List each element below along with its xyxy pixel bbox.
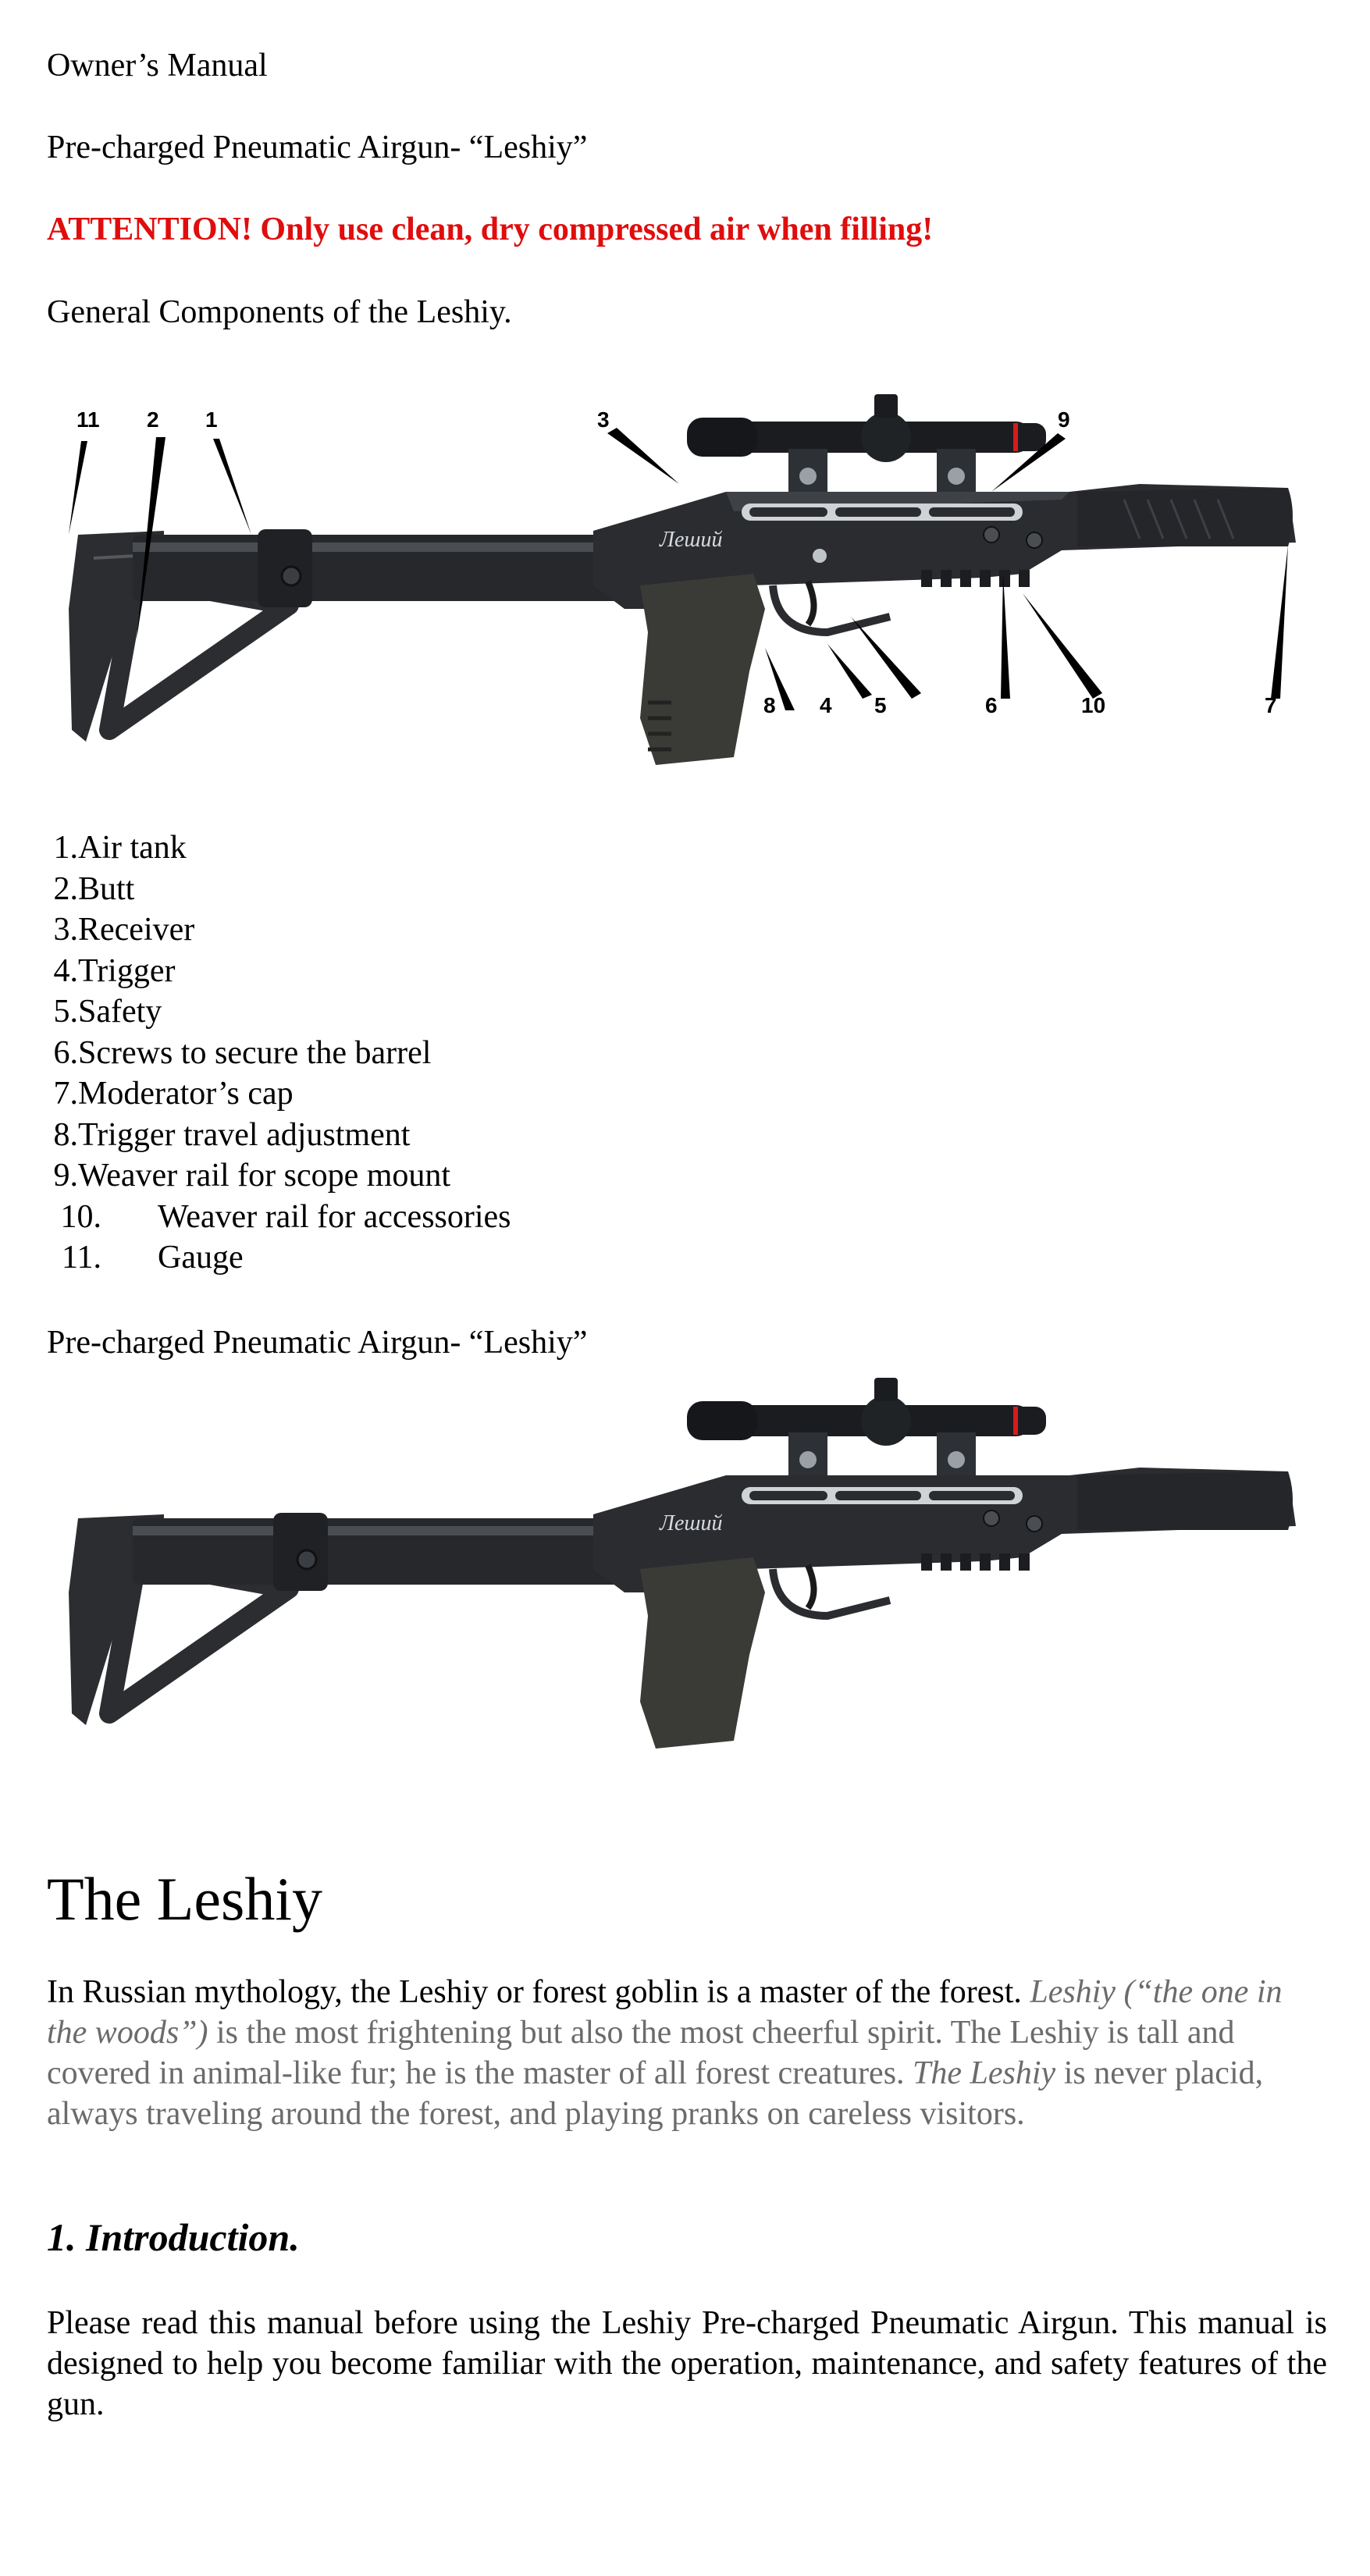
section-title: The Leshiy	[47, 1865, 323, 1933]
callout-5: 5	[874, 693, 887, 717]
list-item: 9.Weaver rail for scope mount	[53, 1158, 451, 1194]
list-item: 1.Air tank	[53, 830, 187, 866]
attention-warning: ATTENTION! Only use clean, dry compressed air when filling!	[47, 212, 934, 247]
callout-10: 10	[1081, 693, 1106, 717]
components-heading: General Components of the Leshiy.	[47, 294, 512, 330]
callout-4: 4	[820, 693, 832, 717]
callout-3: 3	[597, 407, 610, 432]
intro-heading: 1. Introduction.	[47, 2215, 300, 2259]
intro-paragraph: Please read this manual before using the Leshiy Pre-charged Pneumatic Airgun. This manual is designed to help you become familiar with the operation, maintenance, and safety features of the gun.	[47, 2305, 1327, 2422]
callout-9: 9	[1058, 407, 1070, 432]
list-item: 2.Butt	[53, 870, 135, 907]
callout-6: 6	[985, 693, 998, 717]
airgun-photo-svg	[47, 1374, 1327, 1795]
callout-7: 7	[1265, 693, 1277, 717]
myth-paragraph: In Russian mythology, the Leshiy or forest goblin is a master of the forest. Leshiy (“the one in the woods”) is the most frightening but also the most cheerful spirit. The Leshiy is tall and covered in animal-like fur; he is the master of all forest creatures. The Leshiy is never placid, always traveling around the forest, and playing pranks on careless visitors.	[47, 1974, 1283, 2132]
airgun-photo	[47, 1374, 1327, 1795]
callout-11: 11	[77, 407, 100, 432]
list-item: 11. Gauge	[62, 1240, 244, 1276]
list-item: 3.Receiver	[53, 912, 195, 948]
list-item: 10. Weaver rail for accessories	[60, 1198, 511, 1235]
parts-list	[47, 827, 511, 1279]
callout-8: 8	[763, 693, 776, 717]
airgun-labelled-svg	[47, 375, 1327, 812]
list-item: 4.Trigger	[53, 952, 176, 989]
airgun-illustration-2	[69, 1378, 1296, 1749]
airgun-illustration	[69, 394, 1296, 765]
callout-1: 1	[205, 407, 218, 432]
airgun-diagram-labelled	[47, 375, 1327, 812]
engraving-text: Леший	[660, 528, 723, 552]
list-item: 5.Safety	[53, 994, 162, 1030]
list-item: 8.Trigger travel adjustment	[53, 1116, 411, 1153]
list-item: 6.Screws to secure the barrel	[53, 1034, 432, 1071]
product-title: Pre-charged Pneumatic Airgun- “Leshiy”	[47, 130, 588, 165]
list-item: 7.Moderator’s cap	[53, 1076, 294, 1112]
second-caption: Pre-charged Pneumatic Airgun- “Leshiy”	[47, 1325, 588, 1361]
callout-2: 2	[147, 407, 159, 432]
manual-title: Owner’s Manual	[47, 48, 268, 84]
engraving-text-2: Леший	[660, 1511, 723, 1535]
